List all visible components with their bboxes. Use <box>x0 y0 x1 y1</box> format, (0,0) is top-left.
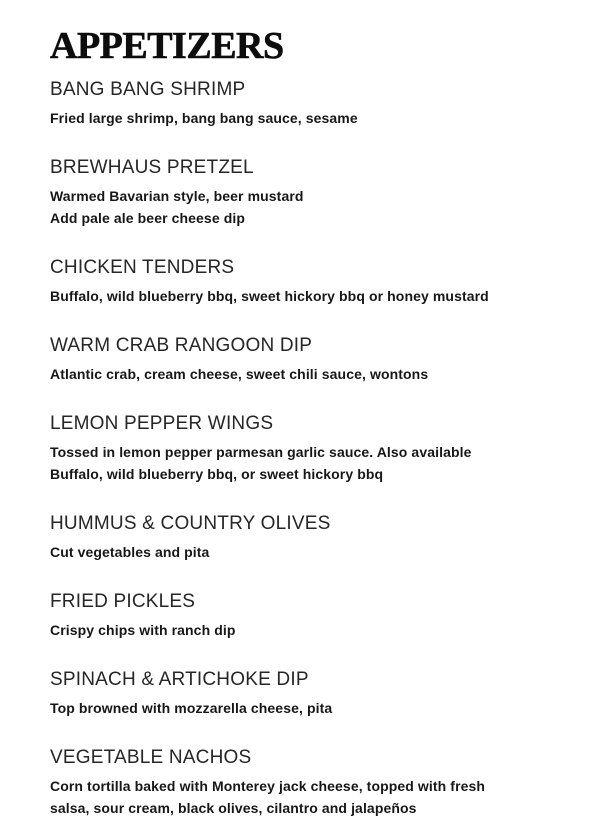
item-name: HUMMUS & COUNTRY OLIVES <box>50 513 331 534</box>
menu-item-fried-pickles <box>50 590 550 641</box>
item-description-line: Buffalo, wild blueberry bbq, or sweet hickory bbq <box>50 466 384 482</box>
section-title: APPETIZERS <box>50 25 284 67</box>
item-name: CHICKEN TENDERS <box>50 257 235 278</box>
item-description-line: Top browned with mozzarella cheese, pita <box>50 700 333 716</box>
item-description <box>50 541 550 563</box>
item-name: VEGETABLE NACHOS <box>50 747 252 768</box>
menu-item-chicken-tenders <box>50 256 550 307</box>
item-description <box>50 285 550 307</box>
item-name: LEMON PEPPER WINGS <box>50 413 274 434</box>
item-name: BANG BANG SHRIMP <box>50 79 246 100</box>
item-description-line: Fried large shrimp, bang bang sauce, sesame <box>50 110 358 126</box>
item-description-line: Add pale ale beer cheese dip <box>50 210 245 226</box>
item-description-line: Corn tortilla baked with Monterey jack cheese, topped with fresh <box>50 778 486 794</box>
item-description <box>50 107 550 129</box>
item-name: SPINACH & ARTICHOKE DIP <box>50 669 309 690</box>
item-description <box>50 775 550 819</box>
menu-item-warm-crab-rangoon-dip <box>50 334 550 385</box>
item-description-line: Atlantic crab, cream cheese, sweet chili sauce, wontons <box>50 366 429 382</box>
item-description <box>50 185 550 229</box>
item-name: WARM CRAB RANGOON DIP <box>50 335 313 356</box>
item-description-line: Warmed Bavarian style, beer mustard <box>50 188 304 204</box>
menu-item-lemon-pepper-wings <box>50 412 550 485</box>
item-description-line: Buffalo, wild blueberry bbq, sweet hickory bbq or honey mustard <box>50 288 489 304</box>
item-description <box>50 697 550 719</box>
item-description <box>50 363 550 385</box>
item-description-line: Tossed in lemon pepper parmesan garlic sauce. Also available <box>50 444 472 460</box>
menu-item-bang-bang-shrimp <box>50 78 550 129</box>
item-name: FRIED PICKLES <box>50 591 196 612</box>
item-description <box>50 441 550 485</box>
item-description <box>50 619 550 641</box>
menu-item-brewhaus-pretzel <box>50 156 550 229</box>
item-description-line: salsa, sour cream, black olives, cilantro and jalapeños <box>50 800 417 816</box>
item-description-line: Cut vegetables and pita <box>50 544 210 560</box>
menu-item-vegetable-nachos <box>50 746 550 819</box>
menu-item-hummus-country-olives <box>50 512 550 563</box>
item-description-line: Crispy chips with ranch dip <box>50 622 236 638</box>
item-name: BREWHAUS PRETZEL <box>50 157 254 178</box>
menu-item-spinach-artichoke-dip <box>50 668 550 719</box>
